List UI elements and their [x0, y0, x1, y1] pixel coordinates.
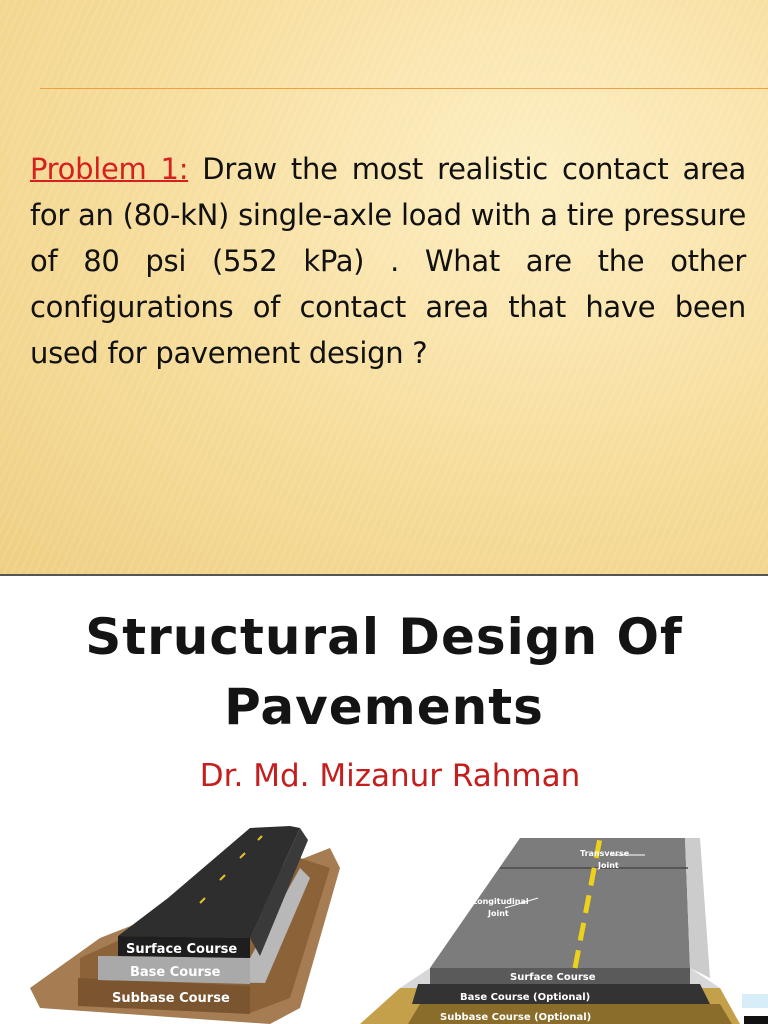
- subbase-course-label: Subbase Course (Optional): [440, 1012, 592, 1023]
- problem-text: Draw the most realistic contact area for an (80-kN) single-axle load with a tire pressure of 80 psi (552 kPa) . What are the other configurations of contact area that have been used for pavement design ?: [30, 152, 746, 370]
- title-slide: [0, 578, 768, 1024]
- longitudinal-joint-label-1: Longitudinal: [472, 897, 529, 906]
- subbase-course-label: Subbase Course: [112, 991, 230, 1006]
- base-course-label: Base Course (Optional): [460, 992, 591, 1003]
- surface-course-label: Surface Course: [510, 972, 596, 983]
- accent-rule: [40, 88, 768, 89]
- author-name: Dr. Md. Mizanur Rahman: [199, 758, 581, 794]
- slide-divider: [0, 574, 768, 576]
- longitudinal-joint-label-2: Joint: [488, 909, 509, 918]
- title-line-2: Pavements: [224, 678, 544, 736]
- transverse-joint-label-2: Joint: [598, 861, 619, 870]
- problem-statement: [30, 146, 746, 376]
- base-course-label: Base Course: [130, 965, 221, 980]
- problem-label: Problem 1:: [30, 152, 189, 186]
- flexible-pavement-figure: [0, 808, 360, 1024]
- corner-mark: [744, 1016, 768, 1024]
- transverse-joint-label-1: Transverse: [580, 849, 630, 858]
- title-line-1: Structural Design Of: [85, 608, 683, 666]
- concrete-slab-top: [430, 838, 690, 968]
- corner-decoration: [742, 994, 768, 1008]
- rigid-pavement-figure: [360, 808, 768, 1024]
- surface-course-label: Surface Course: [126, 942, 238, 957]
